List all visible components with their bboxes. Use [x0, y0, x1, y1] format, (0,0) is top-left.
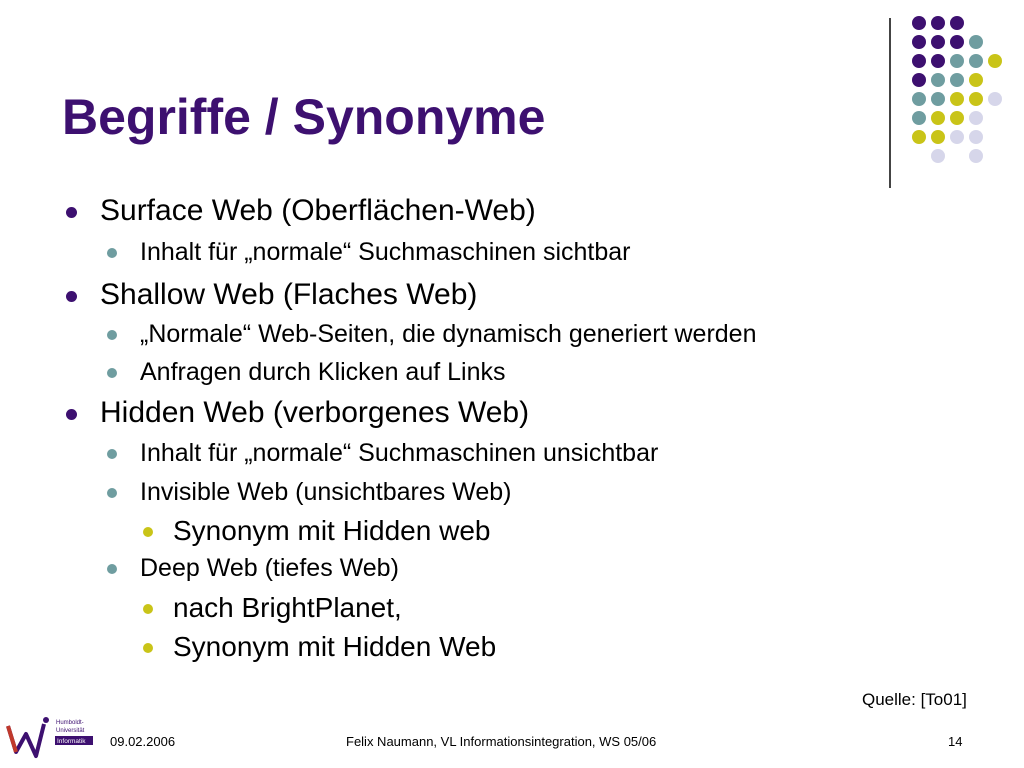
decor-dot — [969, 149, 983, 163]
bullet-icon — [66, 409, 77, 420]
decor-dot — [950, 73, 964, 87]
logo-text-line2: Universität — [56, 728, 85, 734]
decor-dot — [931, 35, 945, 49]
decor-dot — [988, 54, 1002, 68]
bullet-icon — [66, 291, 77, 302]
decor-dot — [912, 54, 926, 68]
page-number: 14 — [948, 734, 963, 749]
list-item-text: Inhalt für „normale“ Suchmaschinen sichtbar — [140, 238, 631, 266]
source-reference: Quelle: [To01] — [862, 690, 967, 709]
decor-dot — [931, 149, 945, 163]
decor-dot — [931, 73, 945, 87]
decor-dot — [931, 111, 945, 125]
decor-dot — [912, 73, 926, 87]
decor-dot — [950, 111, 964, 125]
list-item — [140, 322, 756, 347]
decor-dot — [950, 92, 964, 106]
decor-dot — [931, 16, 945, 30]
decorative-dot-grid — [0, 0, 1024, 200]
list-item-text: „Normale“ Web-Seiten, die dynamisch generiert werden — [140, 320, 757, 348]
bullet-icon — [107, 248, 117, 258]
decor-dot — [969, 35, 983, 49]
list-item-text: Synonym mit Hidden web — [173, 515, 491, 546]
university-logo — [4, 714, 94, 764]
list-item-text: Synonym mit Hidden Web — [173, 631, 497, 662]
list-item-text: Deep Web (tiefes Web) — [140, 554, 399, 582]
decor-dot — [969, 73, 983, 87]
footer-author: Felix Naumann, VL Informationsintegration, WS 05/06 — [346, 734, 657, 749]
decor-dot — [912, 111, 926, 125]
bullet-icon — [143, 604, 153, 614]
bullet-icon — [66, 207, 77, 218]
decor-dot — [912, 130, 926, 144]
list-item-text: Hidden Web (verborgenes Web) — [100, 396, 530, 429]
logo-text-line3: Informatik — [57, 738, 86, 745]
decor-dot — [950, 35, 964, 49]
bullet-icon — [143, 643, 153, 653]
decor-dot — [969, 111, 983, 125]
bullet-icon — [107, 449, 117, 459]
list-item — [100, 398, 529, 428]
decor-dot — [969, 54, 983, 68]
decor-dot — [931, 92, 945, 106]
decor-dot — [912, 92, 926, 106]
list-item-text: Invisible Web (unsichtbares Web) — [140, 478, 512, 506]
slide-title: Begriffe / Synonyme — [62, 89, 546, 145]
decor-dot — [988, 92, 1002, 106]
list-item-text: Anfragen durch Klicken auf Links — [140, 358, 506, 386]
bullet-icon — [107, 368, 117, 378]
decor-dot — [950, 130, 964, 144]
list-item — [140, 240, 631, 265]
list-item — [140, 556, 399, 581]
list-item — [140, 360, 506, 385]
list-item-text: Inhalt für „normale“ Suchmaschinen unsichtbar — [140, 439, 659, 467]
decor-dot — [931, 54, 945, 68]
list-item-text: Shallow Web (Flaches Web) — [100, 278, 478, 311]
list-item — [140, 441, 658, 466]
bullet-icon — [107, 564, 117, 574]
list-item — [100, 196, 536, 226]
list-item-text: Surface Web (Oberflächen-Web) — [100, 194, 536, 227]
decor-dot — [950, 16, 964, 30]
list-item — [100, 280, 477, 310]
list-item — [140, 480, 511, 505]
list-item-text: nach BrightPlanet, — [173, 592, 402, 623]
bullet-icon — [107, 488, 117, 498]
decor-dot — [912, 16, 926, 30]
decor-dot — [931, 130, 945, 144]
decor-dot — [969, 92, 983, 106]
bullet-icon — [107, 330, 117, 340]
logo-text-line1: Humboldt- — [56, 720, 84, 726]
decor-dot — [950, 54, 964, 68]
decor-dot — [969, 130, 983, 144]
list-item — [173, 633, 496, 661]
decor-dot — [912, 35, 926, 49]
list-item — [173, 517, 490, 545]
bullet-icon — [143, 527, 153, 537]
footer-date: 09.02.2006 — [110, 734, 176, 749]
list-item — [173, 594, 402, 622]
